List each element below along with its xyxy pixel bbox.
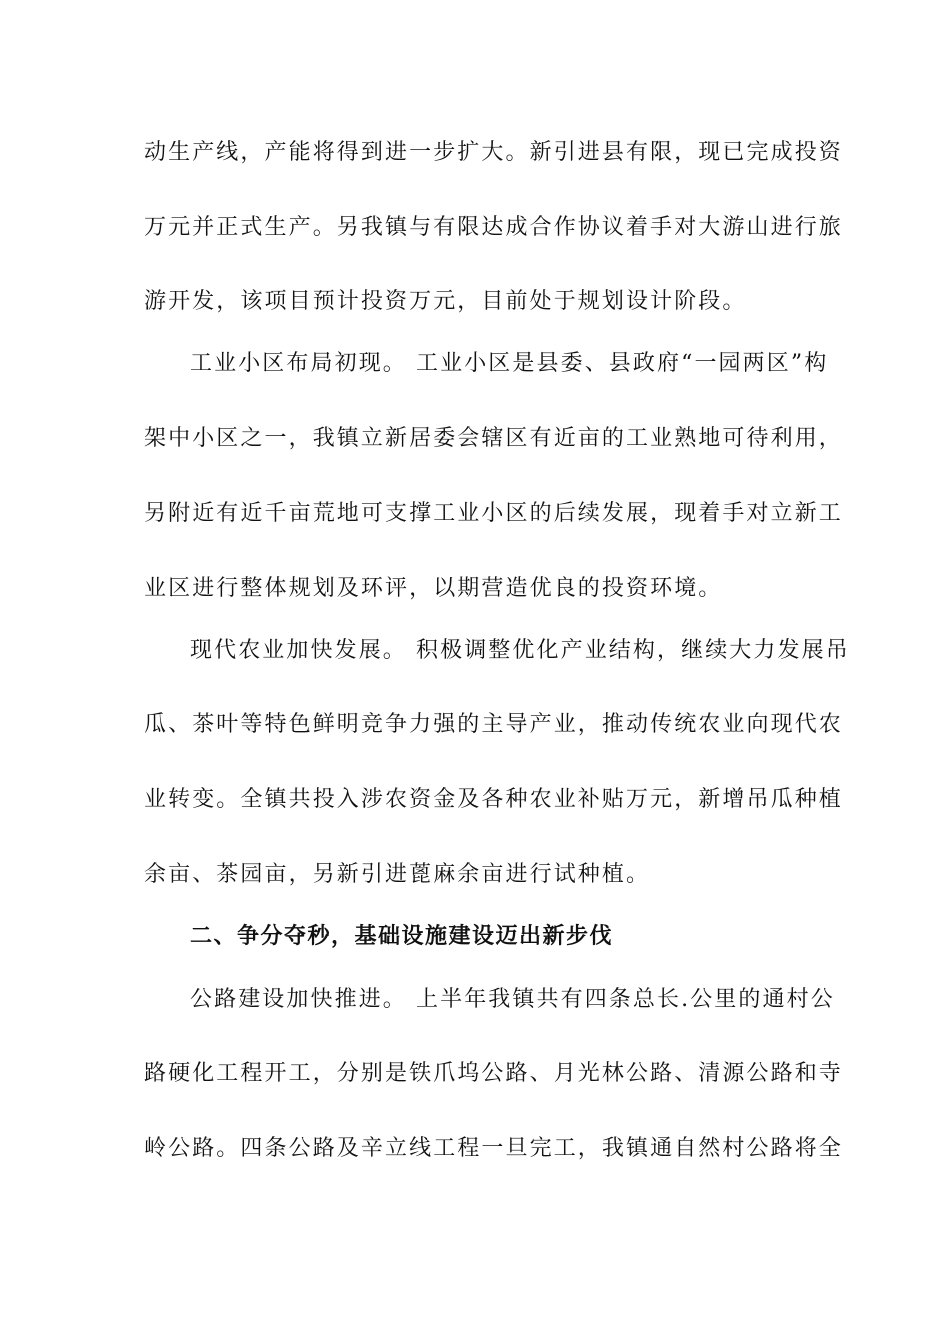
paragraph-line: 公路建设加快推进。 上半年我镇共有四条总长.公里的通村公: [190, 987, 835, 1012]
paragraph-line: 另附近有近千亩荒地可支撑工业小区的后续发展，现着手对立新工: [144, 501, 843, 526]
paragraph-line: 现代农业加快发展。 积极调整优化产业结构，继续大力发展吊: [190, 638, 850, 663]
paragraph-line: 工业小区布局初现。 工业小区是县委、县政府“一园两区”构: [190, 351, 829, 376]
paragraph-line: 架中小区之一，我镇立新居委会辖区有近亩的工业熟地可待利用，: [144, 426, 843, 451]
paragraph-line: 岭公路。四条公路及辛立线工程一旦完工，我镇通自然村公路将全: [144, 1136, 843, 1161]
section-heading: 二、争分夺秒，基础设施建设迈出新步伐: [190, 924, 614, 949]
paragraph-line: 万元并正式生产。另我镇与有限达成合作协议着手对大游山进行旅: [144, 215, 843, 240]
paragraph-line: 路硬化工程开工，分别是铁爪坞公路、月光林公路、清源公路和寺: [144, 1061, 843, 1086]
paragraph-line: 瓜、茶叶等特色鲜明竞争力强的主导产业，推动传统农业向现代农: [144, 712, 843, 737]
paragraph-line: 游开发，该项目预计投资万元，目前处于规划设计阶段。: [144, 289, 747, 314]
paragraph-line: 余亩、茶园亩，另新引进蓖麻余亩进行试种植。: [144, 862, 651, 887]
paragraph-line: 动生产线，产能将得到进一步扩大。新引进县有限，现已完成投资: [144, 140, 843, 165]
paragraph-line: 业转变。全镇共投入涉农资金及各种农业补贴万元，新增吊瓜种植: [144, 787, 843, 812]
paragraph-line: 业区进行整体规划及环评，以期营造优良的投资环境。: [144, 576, 723, 601]
